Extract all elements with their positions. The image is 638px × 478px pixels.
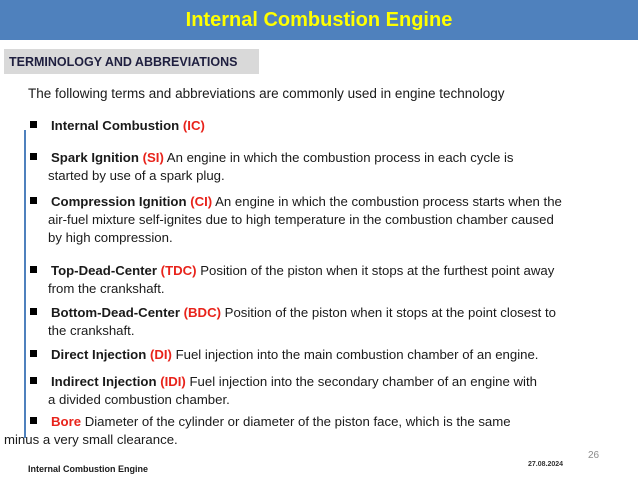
slide-title: Internal Combustion Engine <box>185 8 453 31</box>
square-bullet-icon <box>30 153 37 160</box>
page-number: 26 <box>588 450 600 461</box>
intro-text: The following terms and abbreviations are commonly used in engine technology <box>28 86 505 101</box>
term-item <box>30 149 514 185</box>
term-item <box>30 117 205 135</box>
term-abbreviation: (BDC) <box>183 305 221 320</box>
term-item <box>30 373 537 409</box>
term-definition: Position of the piston when it stops at the point closest to <box>220 305 556 320</box>
term-name: Bottom-Dead-Center <box>51 305 180 320</box>
term-definition: An engine in which the combustion process starts when the <box>212 194 562 209</box>
square-bullet-icon <box>30 350 37 357</box>
term-name: Internal Combustion <box>51 118 180 133</box>
term-definition-continued: the crankshaft. <box>48 323 135 338</box>
term-abbreviation: Bore <box>51 414 82 429</box>
term-name: Compression Ignition <box>51 194 187 209</box>
term-definition: Diameter of the cylinder or diameter of the piston face, which is the same <box>81 414 511 429</box>
term-item <box>30 346 538 364</box>
term-definition-continued: a divided combustion chamber. <box>48 392 230 407</box>
term-definition-continued: by high compression. <box>48 230 173 245</box>
term-abbreviation: (SI) <box>142 150 164 165</box>
title-bar <box>0 0 638 40</box>
term-definition: An engine in which the combustion process in each cycle is <box>163 150 514 165</box>
section-label: TERMINOLOGY AND ABBREVIATIONS <box>4 49 259 74</box>
square-bullet-icon <box>30 308 37 315</box>
term-name: Top-Dead-Center <box>51 263 157 278</box>
term-definition-continued: from the crankshaft. <box>48 281 165 296</box>
term-name: Spark Ignition <box>51 150 139 165</box>
term-definition: Position of the piston when it stops at the furthest point away <box>196 263 555 278</box>
square-bullet-icon <box>30 266 37 273</box>
term-name: Indirect Injection <box>51 374 157 389</box>
term-abbreviation: (DI) <box>149 347 172 362</box>
term-item <box>30 262 554 298</box>
term-definition-continued: air-fuel mixture self-ignites due to high temperature in the combustion chamber caused <box>48 212 554 227</box>
term-abbreviation: (TDC) <box>160 263 197 278</box>
term-abbreviation: (IDI) <box>160 374 186 389</box>
term-abbreviation: (IC) <box>182 118 205 133</box>
term-definition-continued: started by use of a spark plug. <box>48 168 225 183</box>
term-item <box>4 413 511 449</box>
term-item <box>30 193 562 247</box>
term-item <box>30 304 556 340</box>
footer-title: Internal Combustion Engine <box>28 464 149 474</box>
square-bullet-icon <box>30 197 37 204</box>
square-bullet-icon <box>30 121 37 128</box>
term-name: Direct Injection <box>51 347 147 362</box>
square-bullet-icon <box>30 417 37 424</box>
term-definition: Fuel injection into the main combustion chamber of an engine. <box>171 347 539 362</box>
term-definition-continued: minus a very small clearance. <box>4 432 178 447</box>
vertical-divider-line <box>24 130 26 438</box>
square-bullet-icon <box>30 377 37 384</box>
footer-date: 27.08.2024 <box>528 461 564 468</box>
term-definition: Fuel injection into the secondary chamber of an engine with <box>185 374 537 389</box>
term-abbreviation: (CI) <box>190 194 213 209</box>
